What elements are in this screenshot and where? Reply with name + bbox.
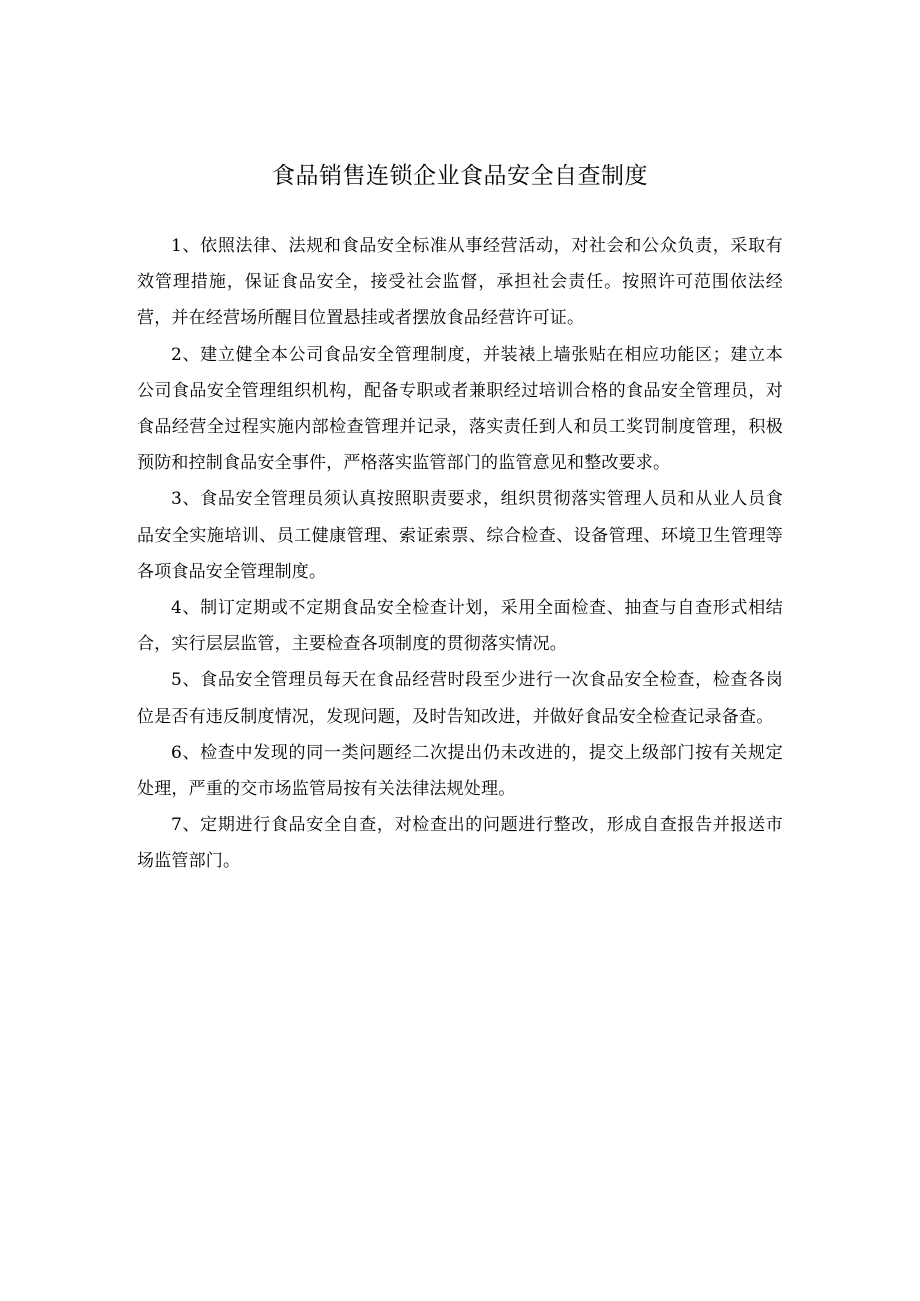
clause-7: 7、定期进行食品安全自查，对检查出的问题进行整改，形成自查报告并报送市场监管部门。 — [137, 815, 783, 872]
clause-6: 6、检查中发现的同一类问题经二次提出仍未改进的，提交上级部门按有关规定处理，严重的交市场监管局按有关法律法规处理。 — [137, 742, 783, 800]
clause-5: 5、食品安全管理员每天在食品经营时段至少进行一次食品安全检查，检查各岗位是否有违反制度情况，发现问题，及时告知改进，并做好食品安全检查记录备查。 — [137, 670, 783, 727]
document-body — [137, 228, 783, 880]
clause-2: 2、建立健全本公司食品安全管理制度，并装裱上墙张贴在相应功能区；建立本公司食品安全管理组织机构，配备专职或者兼职经过培训合格的食品安全管理员，对食品经营全过程实施内部检查管理并记录，落实责任到人和员工奖罚制度管理，积极预防和控制食品安全事件，严格落实监管部门的监管意见和整改要求。 — [137, 344, 783, 474]
clause-4: 4、制订定期或不定期食品安全检查计划，采用全面检查、抽查与自查形式相结合，实行层层监管，主要检查各项制度的贯彻落实情况。 — [137, 598, 783, 655]
clause-3: 3、食品安全管理员须认真按照职责要求，组织贯彻落实管理人员和从业人员食品安全实施培训、员工健康管理、索证索票、综合检查、设备管理、环境卫生管理等各项食品安全管理制度。 — [137, 489, 783, 582]
clause-1: 1、依照法律、法规和食品安全标准从事经营活动，对社会和公众负责，采取有效管理措施，保证食品安全，接受社会监督，承担社会责任。按照许可范围依法经营，并在经营场所醒目位置悬挂或者摆放食品经营许可证。 — [137, 236, 783, 329]
document-title: 食品销售连锁企业食品安全自查制度 — [272, 163, 648, 189]
